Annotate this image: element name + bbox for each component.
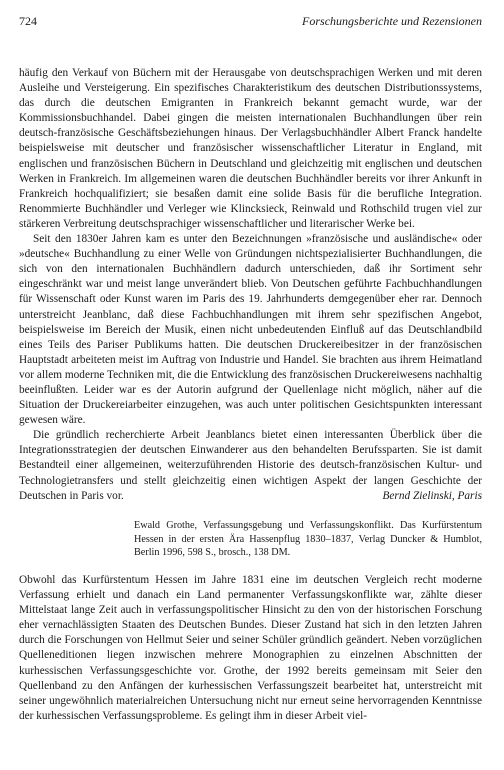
page-number: 724 [19, 14, 37, 28]
paragraph: Seit den 1830er Jahren kam es unter den Bezeichnungen »französische und ausländische« oder »deutsche« Buchhandlung zu einer Welle von Gründungen nichtspezialisierter Buchhandlungen, die sich von den internationalen Buchhändlern dadurch unterschieden, daß ihr Sortiment sehr eingeschränkt war und meist lange unverändert blieb. Von Deutschen geführte Fachbuchhandlungen für Wissenschaft oder Kunst waren im Paris des 19. Jahrhunderts demgegenüber eher rar. Dennoch unterstreicht Jeanblanc, daß diese Fachbuchhandlungen mit ihrem sehr spezifischen Angebot, beispielsweise im Bereich der Musik, einen nicht unbedeutenden Einfluß auf das Deutschlandbild eines Teils des Pariser Publikums hatten. Die deutschen Druckereibesitzer in der französischen Hauptstadt arbeiteten meist im Auftrag von Industrie und Handel. Sie brachten aus ihrem Heimatland vor allem moderne Techniken mit, die die Entwicklung des französischen Druckereiwesens nachhaltig beeinflußten. Leider war es der Autorin aufgrund der Quellenlage nicht möglich, näher auf die Situation der Druckereiarbeiter einzugehen, was auch unter politischen Gesichtspunkten interessant gewesen wäre. [19, 233, 482, 427]
reviewer-signature: Bernd Zielinski, Paris [382, 489, 482, 502]
running-title: Forschungsberichte und Rezensionen [302, 14, 482, 28]
paragraph [19, 428, 482, 503]
paragraph-text: Die gründlich recherchierte Arbeit Jeanblancs bietet einen interessanten Überblick über die Integrationsstrategien der deutschen Einwanderer aus den behandelten Berufssparten. Sie ist damit Bestandteil einer allgemeinen, weiterzuführenden Historie des deutsch-französischen Kultur- und Technologietransfers und stellt gleichzeitig einen wichtigen Aspekt der langen Geschichte der Deutschen in Paris vor. [19, 429, 482, 502]
paragraph: Obwohl das Kurfürstentum Hessen im Jahre 1831 eine im deutschen Vergleich recht moderne Verfassung erhielt und danach ein Land permanenter Verfassungskonflikte war, zählte dieser Mittelstaat lange Zeit auch in verfassungspolitischer Hinsicht zu den von der historischen Forschung eher vernachlässigten Staaten des Deutschen Bundes. Dieser Zustand hat sich in den letzten Jahren durch die Forschungen von Hellmut Seier und seiner Schüler gründlich geändert. Neben vorzüglichen Quelleneditionen liegen inzwischen mehrere Monographien zu einzelnen Abschnitten der kurhessischen Verfassungsgeschichte vor. Grothe, der 1992 bereits gemeinsam mit Seier den Quellenband zu den Anfängen der kurhessischen Verfassungszeit bearbeitet hat, unterstreicht mit seiner ungewöhnlich materialreichen Untersuchung nicht nur erneut seine hervorragenden Kenntnisse der kurhessischen Verfassungsprobleme. Es gelingt ihm in dieser Arbeit viel- [19, 574, 482, 722]
page-header [19, 14, 482, 30]
book-citation: Ewald Grothe, Verfassungsgebung und Verfassungskonflikt. Das Kurfürstentum Hessen in der ersten Ära Hassenpflug 1830–1837, Verlag Duncker & Humblot, Berlin 1996, 598 S., brosch., 138 DM. [134, 520, 482, 559]
paragraph: häufig den Verkauf von Büchern mit der Herausgabe von deutschsprachigen Werken und mit deren Ausleihe und Versteigerung. Ein spezifisches Charakteristikum des deutschen Distributionssystems, das durch die deutschen Emigranten in Frankreich bekannt gemacht wurde, war der Kommissionsbuchhandel. Dabei gingen die meisten internationalen Buchhandlungen über rein deutsch-französische Geschäftsbeziehungen hinaus. Der Verlagsbuchhändler Albert Franck handelte beispielsweise mit deutscher und französischer wissenschaftlicher Literatur in England, mit englischen und französischen Büchern in Deutschland und gleichzeitig mit englischen und deutschen Werken in Frankreich. Im allgemeinen waren die deutschen Buchhändler bereits vor ihrer Ankunft in Frankreich hochqualifiziert; sie besaßen damit eine solide Basis für die berufliche Integration. Renommierte Buchhändler und Verleger wie Klincksieck, Reinwald und Rothschild trugen viel zur stärkeren Verbreitung deutschsprachiger wissenschaftlicher und literarischer Werke bei. [19, 67, 482, 230]
review-continuation [19, 66, 482, 504]
new-review-text [19, 573, 482, 724]
